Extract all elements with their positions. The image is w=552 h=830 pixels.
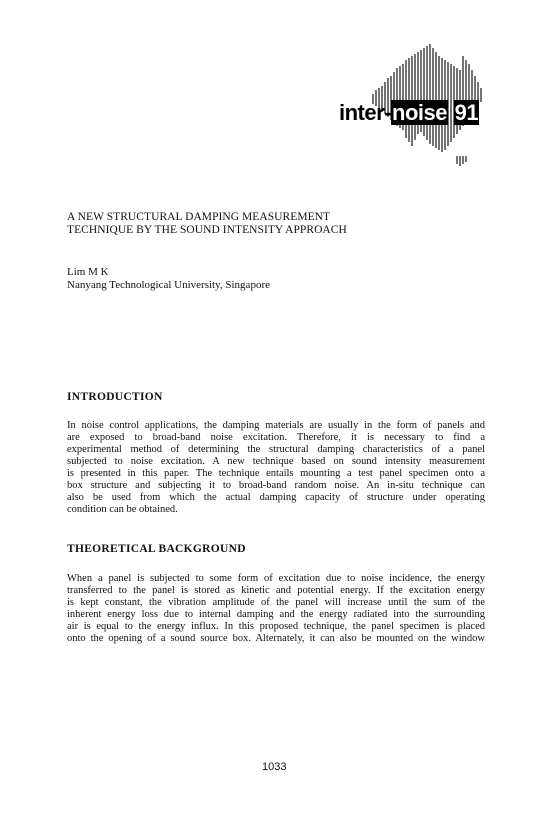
logo-text-right: 91 bbox=[454, 100, 479, 125]
theory-line: air is equal to the energy influx. In this proposed technique, the panel specimen is placed bbox=[67, 621, 485, 632]
title-line-1: A NEW STRUCTURAL DAMPING MEASUREMENT bbox=[67, 211, 331, 223]
page-number: 1033 bbox=[262, 761, 287, 773]
author-affiliation: Nanyang Technological University, Singapore bbox=[67, 279, 270, 291]
intro-line: In noise control applications, the damping materials are usually in the form of panels and bbox=[67, 420, 485, 431]
logo-text-mid: noise bbox=[392, 100, 447, 125]
author-block bbox=[67, 266, 270, 292]
theory-line: transferred to the panel is stored as kinetic and potential energy. If the excitation energy bbox=[67, 585, 485, 596]
author-name: Lim M K bbox=[67, 266, 109, 278]
paper-title bbox=[67, 211, 347, 237]
logo-text-left: inter bbox=[339, 100, 385, 125]
title-line-2: TECHNIQUE BY THE SOUND INTENSITY APPROACH bbox=[67, 224, 347, 236]
theory-line: onto the opening of a sound source box. Alternately, it can also be mounted on the window bbox=[67, 633, 485, 644]
intro-line: also be used from which the actual damping capacity of structure under operating bbox=[67, 492, 485, 503]
intro-line: are exposed to broad-band noise excitation. Therefore, it is necessary to find a bbox=[67, 432, 485, 443]
intro-line: experimental method of determining the structural damping characteristics of a panel bbox=[67, 444, 485, 455]
intro-line: is presented in this paper. The technique entails mounting a test panel specimen onto a bbox=[67, 468, 485, 479]
logo-wordmark: inter-noise 91 bbox=[339, 100, 479, 125]
theory-line: inherent energy loss due to internal damping and the energy radiated into the surrounding bbox=[67, 609, 485, 620]
section-heading-introduction: INTRODUCTION bbox=[67, 391, 163, 403]
intro-line: subjected to noise excitation. A new technique based on sound intensity measurement bbox=[67, 456, 485, 467]
theory-line: is kept constant, the vibration amplitude of the panel will increase until the sum of the bbox=[67, 597, 485, 608]
theory-line: When a panel is subjected to some form of excitation due to noise incidence, the energy bbox=[67, 573, 485, 584]
intro-line: condition can be obtained. bbox=[67, 504, 178, 515]
introduction-paragraph bbox=[67, 420, 485, 516]
intro-line: box structure and subjecting it to broad-band random noise. An in-situ technique can bbox=[67, 480, 485, 491]
theory-paragraph bbox=[67, 573, 485, 645]
conference-logo bbox=[333, 42, 498, 167]
section-heading-theoretical-background: THEORETICAL BACKGROUND bbox=[67, 543, 246, 555]
